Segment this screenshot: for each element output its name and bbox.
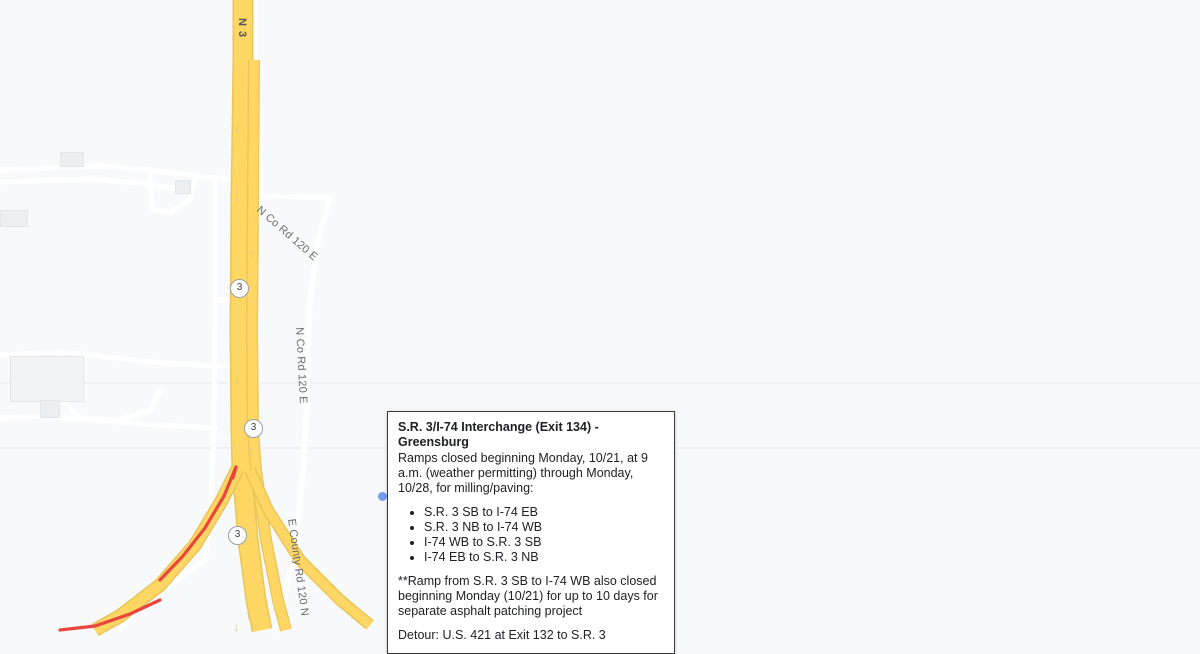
parcel-block-2 — [0, 210, 28, 227]
parcel-block-5 — [175, 180, 191, 194]
road-label-n-co-rd-120-e-upper: N Co Rd 120 E — [254, 204, 320, 264]
map-marker[interactable] — [378, 492, 387, 501]
road-label-e-county-rd-120-n: E County Rd 120 N — [285, 518, 311, 617]
popup-body-intro: Ramps closed beginning Monday, 10/21, at 9 a.m. (weather permitting) through Monday, 10/28, for milling/paving: — [398, 451, 648, 495]
direction-arrow-nb-1: ↑ — [248, 246, 255, 261]
ramp-sw-casing — [95, 468, 238, 630]
parcel-block-1 — [60, 152, 84, 167]
road-label-n-co-rd-120-e-lower: N Co Rd 120 E — [293, 327, 310, 405]
popup-ramp-list — [398, 505, 664, 565]
closure-info-popup[interactable] — [387, 411, 675, 654]
direction-arrow-sb-4: ↓ — [233, 619, 240, 634]
parcel-block-3 — [10, 356, 84, 402]
highway-shield-3c[interactable]: 3 — [228, 526, 247, 545]
direction-arrow-nb-2: ↑ — [248, 443, 255, 458]
direction-arrow-sb-2: ↓ — [234, 189, 241, 204]
highway-name-n-3: N 3 — [236, 18, 248, 39]
direction-arrow-sb-3: ↓ — [234, 371, 241, 386]
direction-arrow-nb-3: ↑ — [245, 607, 252, 622]
list-item: • I-74 WB to S.R. 3 SB — [424, 535, 664, 550]
direction-arrow-sb-1: ↓ — [234, 120, 241, 135]
road-cross-north — [262, 196, 330, 198]
highway-shield-3a[interactable]: 3 — [230, 279, 249, 298]
list-item: • S.R. 3 NB to I-74 WB — [424, 520, 664, 535]
highway-shield-3b[interactable]: 3 — [244, 419, 263, 438]
list-item: • I-74 EB to S.R. 3 NB — [424, 550, 664, 565]
parcel-block-4 — [40, 400, 60, 418]
list-item: • S.R. 3 SB to I-74 EB — [424, 505, 664, 520]
popup-title: S.R. 3/I-74 Interchange (Exit 134) - Greensburg — [398, 420, 599, 449]
popup-detour: Detour: U.S. 421 at Exit 132 to S.R. 3 — [398, 628, 606, 642]
ramp-sw-fill — [95, 468, 238, 630]
popup-note: **Ramp from S.R. 3 SB to I-74 WB also closed beginning Monday (10/21) for up to 10 days for separate asphalt patching project — [398, 574, 658, 618]
